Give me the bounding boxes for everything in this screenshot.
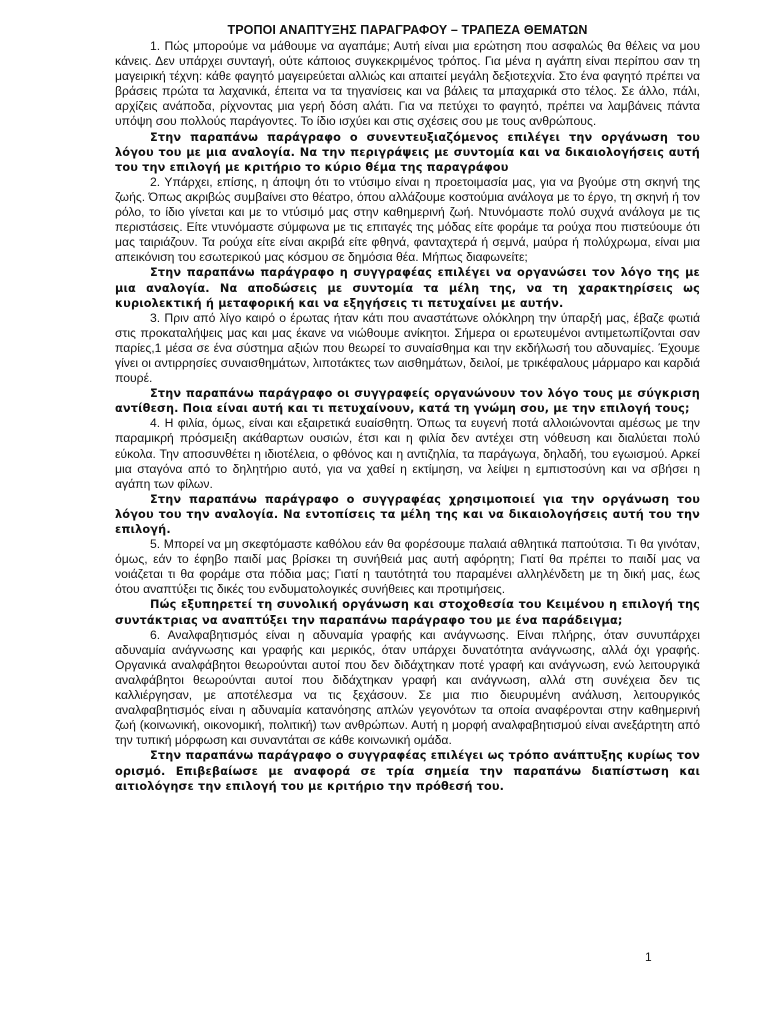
question-3: Στην παραπάνω παράγραφο οι συγγραφείς οργανώνουν τον λόγο τους με σύγκριση αντίθεση. Ποια είναι αυτή και τι πετυχαίνουν, κατά τη γνώμη σου, με την επιλογή τους; (115, 387, 700, 416)
document-body (115, 22, 700, 794)
paragraph-4: 4. Η φιλία, όμως, είναι και εξαιρετικά ευαίσθητη. Όπως τα ευγενή ποτά αλλοιώνονται αμέσως με την παραμικρή πρόσμειξη ακάθαρτων ουσιών, έτσι και η φιλία δεν αντέχει στη νόθευση και διαλύεται πολύ εύκολα. Την αποσυνθέτει η ιδιοτέλεια, ο φθόνος και η αντιζηλία, τα παράγωγα, δηλαδή, του εγωισμού. Αρκεί μια σταγόνα από το δηλητήριο αυτό, για να χαθεί η εκτίμηση, να λείψει η εμπιστοσύνη και να σβήσει η αγάπη των φίλων. (115, 416, 700, 491)
paragraph-1: 1. Πώς μπορούμε να μάθουμε να αγαπάμε; Αυτή είναι μια ερώτηση που ασφαλώς θα θέλεις να μου κάνεις. Δεν υπάρχει συνταγή, ούτε κάποιος συγκεκριμένος τρόπος. Για μένα η αγάπη είναι περίπου σαν τη μαγειρική τέχνη: κάθε φαγητό μαγειρεύεται αλλιώς και απαιτεί μεγάλη δεξιοτεχνία. Στο ένα φαγητό πρέπει να βράσεις πρώτα τα λαχανικά, έπειτα να τα τηγανίσεις και να βάλεις τα μπαχαρικά στο τέλος. Σε άλλο, πάλι, αρχίζεις ανάποδα, ρίχνοντας μια γερή δόση αλάτι. Για να πετύχει το φαγητό, πρέπει να λαμβάνεις πάντα υπόψη σου πολλούς παράγοντες. Το ίδιο ισχύει και στις σχέσεις σου με τους ανθρώπους. (115, 39, 700, 129)
question-5: Πώς εξυπηρετεί τη συνολική οργάνωση και στοχοθεσία του Κειμένου η επιλογή της συντάκτριας να αναπτύξει την παραπάνω παράγραφο του με ένα παράδειγμα; (115, 598, 700, 627)
paragraph-5: 5. Μπορεί να μη σκεφτόμαστε καθόλου εάν θα φορέσουμε παλαιά αθλητικά παπούτσια. Τι θα γινόταν, όμως, εάν το έφηβο παιδί μας βρίσκει τη συνήθειά μας αυτή αφόρητη; Γιατί θα πρέπει το παιδί μας να νοιάζεται τι θα φοράμε στα πόδια μας; Γιατί η ταυτότητά του παραμένει αλληλένδετη με τη δική μας, έως ότου αναπτύξει τις δικές του ενδυματολογικές συνήθειες και προτιμήσεις. (115, 537, 700, 597)
page-number: 1 (645, 950, 652, 964)
question-6: Στην παραπάνω παράγραφο ο συγγραφέας επιλέγει ως τρόπο ανάπτυξης κυρίως τον ορισμό. Επιβεβαίωσε με αναφορά σε τρία σημεία την παραπάνω διαπίστωση και αιτιολόγησε την επιλογή του με κριτήριο την πρόθεσή του. (115, 749, 700, 793)
question-1: Στην παραπάνω παράγραφο ο συνεντευξιαζόμενος επιλέγει την οργάνωση του λόγου του με μια αναλογία. Να την περιγράψεις με συντομία και να δικαιολογήσεις αυτή του την επιλογή με κριτήριο το κύριο θέμα της παραγράφου (115, 130, 700, 174)
question-4: Στην παραπάνω παράγραφο ο συγγραφέας χρησιμοποιεί για την οργάνωση του λόγου του την αναλογία. Να εντοπίσεις τα μέλη της και να δικαιολογήσεις αυτή του την επιλογή. (115, 492, 700, 536)
paragraph-3: 3. Πριν από λίγο καιρό ο έρωτας ήταν κάτι που αναστάτωνε ολόκληρη την ύπαρξή μας, έβαζε φωτιά στις προκαταλήψεις μας και μας έκανε να νιώθουμε ανίκητοι. Σήμερα οι ερωτευμένοι αντιμετωπίζονται σαν παρίες,1 μέσα σε ένα σύστημα αξιών που θεωρεί το συναίσθημα και την εκδήλωσή του αδυναμίες. Έχουμε γίνει οι αντιρρησίες συναισθημάτων, λιποτάκτες των αισθημάτων, δειλοί, με τρικέφαλους μάρμαρο και καρδιά πουρέ. (115, 310, 700, 386)
paragraph-6: 6. Αναλφαβητισμός είναι η αδυναμία γραφής και ανάγνωσης. Είναι πλήρης, όταν συνυπάρχει αδυναμία ανάγνωσης και γραφής και μερικός, όταν υπάρχει δυνατότητα ανάγνωσης, αλλά όχι γραφής. Οργανικά αναλφάβητοι θεωρούνται αυτοί που δεν διδάχτηκαν ποτέ γραφή και ανάγνωση, ενώ λειτουργικά αναλφάβητοι θεωρούνται αυτοί που διδάχτηκαν γραφή και ανάγνωση, αλλά στη συνέχεια δεν τις καλλιέργησαν, με αποτέλεσμα να τις ξεχάσουν. Σε μια πιο διευρυμένη ανάλυση, λειτουργικός αναλφαβητισμός είναι η αδυναμία κατανόησης απλών γεγονότων τα οποία αναφέρονται στην καθημερινή ζωή (κοινωνική, οικονομική, πολιτική) των ανθρώπων. Αυτή η μορφή αναλφαβητισμού είναι ανεξάρτητη από την τυπική μόρφωση και συναντάται σε κάθε κοινωνική ομάδα. (115, 627, 700, 748)
paragraph-2: 2. Υπάρχει, επίσης, η άποψη ότι το ντύσιμο είναι η προετοιμασία μας, για να βγούμε στη σκηνή της ζωής. Όπως ακριβώς συμβαίνει στο θέατρο, όπου αλλάζουμε κοστούμια ανάλογα με το έργο, τη σκηνή ή τον ρόλο, το ίδιο γίνεται και με το ντύσιμό μας στην καθημερινή ζωή. Ντυνόμαστε πολύ συχνά ανάλογα με τις περιστάσεις. Είτε ντυνόμαστε σύμφωνα με τις επιταγές της μόδας είτε φοράμε τα ρούχα που πιστεύουμε ότι μας ταιριάζουν. Τα ρούχα είτε είναι ακριβά είτε φθηνά, φανταχτερά ή σεμνά, μαύρα ή πολύχρωμα, είναι μια απεικόνιση του εσωτερικού μας κόσμου σε δημόσια θέα. Μήπως διαφωνείτε; (115, 174, 700, 265)
question-2: Στην παραπάνω παράγραφο η συγγραφέας επιλέγει να οργανώσει τον λόγο της με μια αναλογία. Να αποδώσεις με συντομία τα μέλη της, να τη χαρακτηρίσεις ως κυριολεκτική ή μεταφορική και να εξηγήσεις τι πετυχαίνει με αυτήν. (115, 266, 700, 310)
document-title: ΤΡΟΠΟΙ ΑΝΑΠΤΥΞΗΣ ΠΑΡΑΓΡΑΦΟΥ – ΤΡΑΠΕΖΑ ΘΕΜΑΤΩΝ (227, 23, 588, 37)
